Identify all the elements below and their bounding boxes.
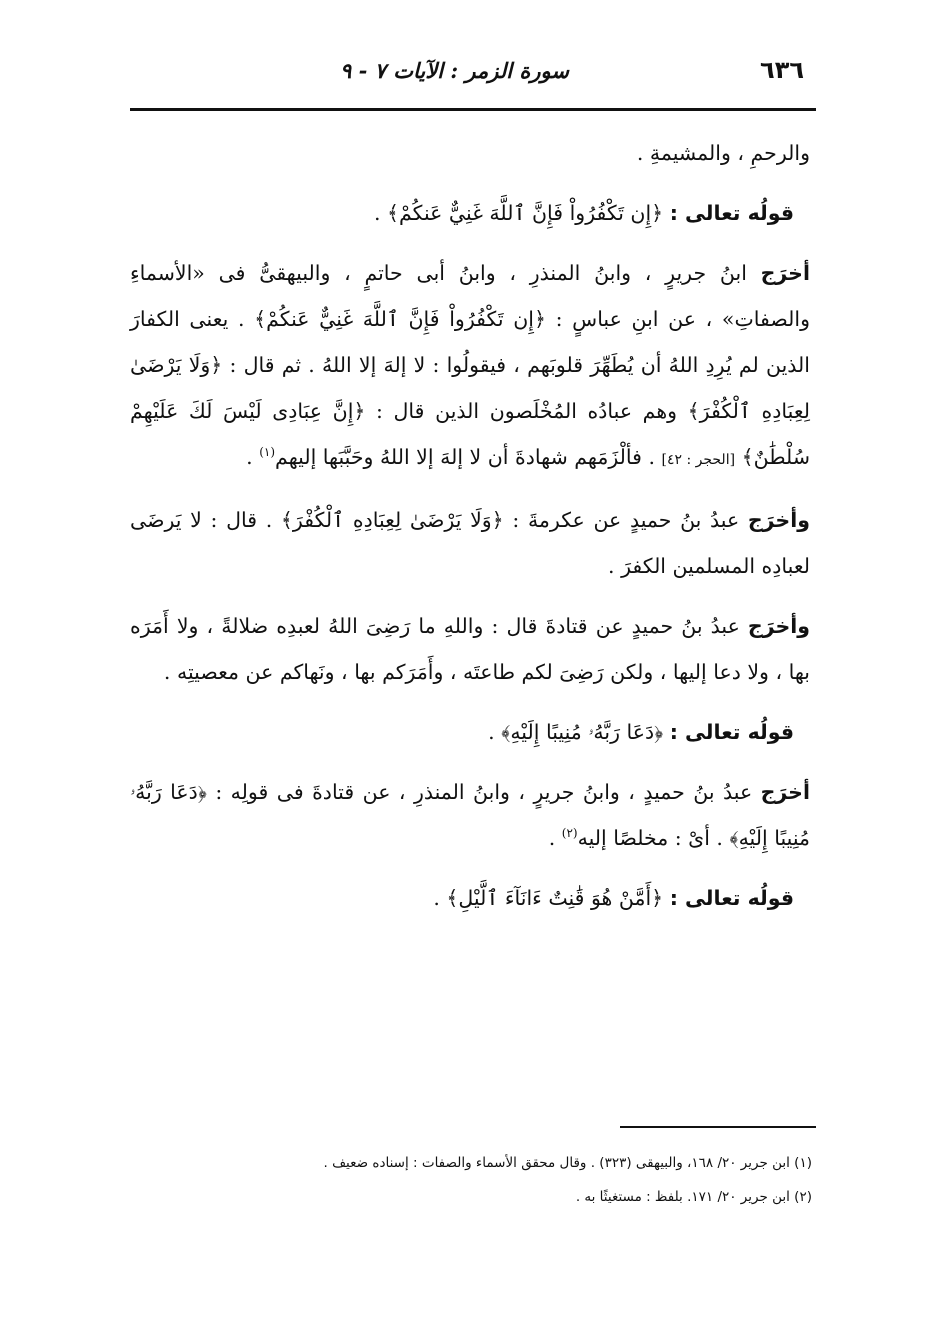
paragraph-5-end: . bbox=[548, 826, 556, 850]
header-rule bbox=[130, 108, 816, 111]
paragraph-2-verse-1: ﴿إِن تَكْفُرُواْ فَإِنَّ ٱللَّهَ غَنِيٌّ عَنكُمْ﴾ bbox=[254, 307, 546, 331]
page-number: ٦٣٦ bbox=[760, 56, 804, 84]
footnote-2: (٢) ابن جرير ٢٠/ ١٧١. بلفظ : مستغيثًا به . bbox=[575, 1189, 812, 1205]
paragraph-2-lead: أخرَج bbox=[760, 261, 810, 285]
verse-heading-1-label: قولُه تعالى : bbox=[669, 201, 794, 225]
verse-heading-1 bbox=[130, 190, 794, 236]
body-text bbox=[130, 130, 810, 935]
paragraph-4-lead: وأخرَج bbox=[747, 614, 810, 638]
footnote-1: (١) ابن جرير ٢٠/ ١٦٨، والبيهقى (٣٢٣) . وقال محقق الأسماء والصفات : إسناده ضعيف . bbox=[323, 1155, 812, 1171]
paragraph-2-part-a: ابنُ جريرٍ ، وابنُ المنذرِ ، وابنُ أبى حاتمٍ ، والبيهقىُّ فى «الأسماءِ والصفاتِ» ، عن ابنِ عباسٍ : bbox=[130, 261, 810, 331]
paragraph-2-verse-3: ﴿إِنَّ عِبَادِى لَيْسَ لَكَ عَلَيْهِمْ سُلْطَٰنٌ﴾ bbox=[130, 399, 810, 469]
verse-heading-2-label: قولُه تعالى : bbox=[669, 720, 794, 744]
paragraph-1-text: والرحمِ ، والمشيمةِ . bbox=[636, 141, 810, 165]
paragraph-5 bbox=[130, 769, 810, 861]
paragraph-3-verse: ﴿وَلَا يَرْضَىٰ لِعِبَادِهِ ٱلْكُفْرَ﴾ bbox=[280, 508, 504, 532]
footnotes bbox=[130, 1146, 812, 1214]
paragraph-2-part-b: . يعنى الكفارَ الذين لم يُرِدِ اللهُ أن يُطَهِّرَ قلوبَهم ، فيقولُوا : لا إلهَ إلا اللهُ . ثم قال : bbox=[130, 307, 810, 377]
verse-heading-3-verse: ﴿أَمَّنْ هُوَ قَٰنِتٌ ءَانَآءَ ٱلَّيْلِ﴾ bbox=[446, 886, 664, 910]
paragraph-3-lead: وأخرَج bbox=[747, 508, 810, 532]
paragraph-2-part-d: . فألْزَمَهم شهادةَ أن لا إلهَ إلا اللهُ وحَبَّبَها إليهم bbox=[275, 445, 655, 469]
verse-heading-2-end: . bbox=[488, 720, 495, 744]
paragraph-4-text: عبدُ بنُ حميدٍ عن قتادةَ قال : واللهِ ما رَضِىَ اللهُ لعبدِه ضلالةً ، ولا أَمَرَه بها ، ولا دعا إليها ، ولكن رَضِىَ لكم طاعتَه ، وأَمَرَكم بها ، ونَهاكم عن معصيتِه . bbox=[130, 614, 810, 684]
paragraph-3-part-b: . قال : لا يَرضَى لعبادِه المسلمين الكفرَ . bbox=[130, 508, 810, 578]
paragraph-2 bbox=[130, 250, 810, 483]
paragraph-2-end: . bbox=[246, 445, 253, 469]
paragraph-2-verse-2: ﴿وَلَا يَرْضَىٰ لِعِبَادِهِ ٱلْكُفْرَ﴾ bbox=[130, 353, 810, 423]
paragraph-5-verse: ﴿دَعَا رَبَّهُۥ مُنِيبًا إِلَيْهِ﴾ bbox=[130, 780, 810, 850]
running-header bbox=[130, 52, 810, 96]
paragraph-2-part-c: وهم عبادُه المُخْلَصون الذين قال : bbox=[376, 399, 678, 423]
footnote-ref-2[interactable]: (٢) bbox=[561, 826, 578, 841]
paragraph-3 bbox=[130, 497, 810, 589]
footnote-rule bbox=[620, 1126, 816, 1128]
verse-heading-1-verse: ﴿إِن تَكْفُرُواْ فَإِنَّ ٱللَّهَ غَنِيٌّ عَنكُمْ﴾ bbox=[387, 201, 664, 225]
verse-heading-2-verse: ﴿دَعَا رَبَّهُۥ مُنِيبًا إِلَيْهِ﴾ bbox=[501, 720, 664, 744]
running-title: سورة الزمر : الآيات ٧ - ٩ bbox=[340, 58, 569, 83]
verse-heading-3 bbox=[130, 875, 794, 921]
verse-heading-3-end: . bbox=[433, 886, 440, 910]
verse-heading-3-label: قولُه تعالى : bbox=[669, 886, 794, 910]
paragraph-2-reference: [الحجر : ٤٢] bbox=[661, 452, 736, 468]
paragraph-5-part-b: . أىْ : مخلصًا إليه bbox=[577, 826, 723, 850]
paragraph-5-lead: أخرَج bbox=[760, 780, 810, 804]
paragraph-5-part-a: عبدُ بنُ حميدٍ ، وابنُ جريرٍ ، وابنُ المنذرِ ، عن قتادةَ فى قولِه : bbox=[215, 780, 753, 804]
paragraph-4 bbox=[130, 603, 810, 695]
footnote-ref-1[interactable]: (١) bbox=[259, 445, 276, 460]
paragraph-3-part-a: عبدُ بنُ حميدٍ عن عكرمةَ : bbox=[512, 508, 740, 532]
verse-heading-2 bbox=[130, 709, 794, 755]
verse-heading-1-end: . bbox=[373, 201, 381, 225]
paragraph-1 bbox=[130, 130, 810, 176]
